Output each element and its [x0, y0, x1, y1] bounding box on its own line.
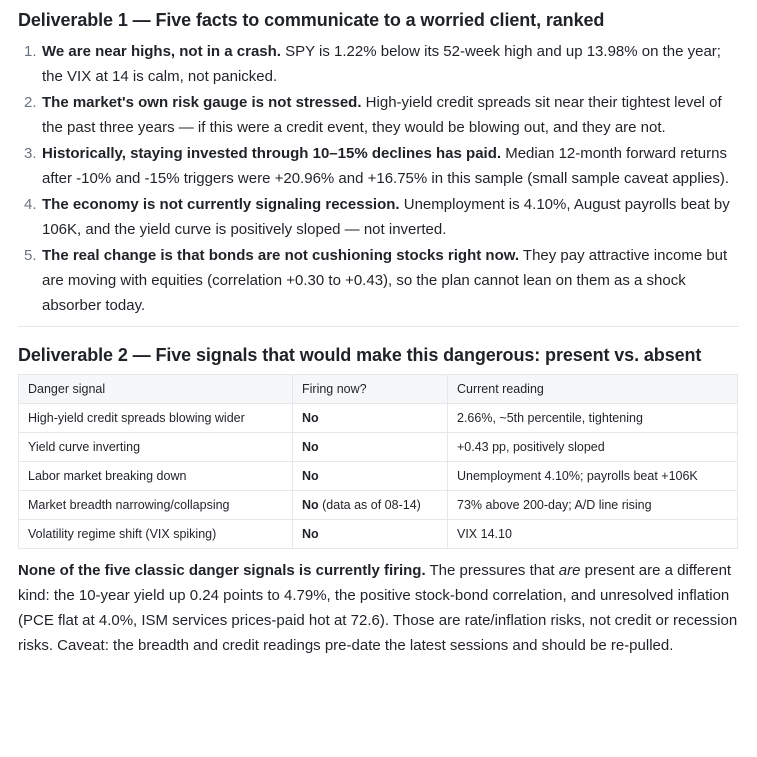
- summary-paragraph: [18, 558, 739, 658]
- firing-cell: [293, 462, 448, 491]
- list-item: [18, 243, 739, 318]
- column-header-firing: Firing now?: [293, 375, 448, 404]
- list-number: 5.: [24, 247, 37, 264]
- firing-cell: [293, 433, 448, 462]
- firing-status: No: [302, 469, 319, 483]
- fact-lead: We are near highs, not in a crash.: [42, 43, 281, 60]
- firing-cell: [293, 491, 448, 520]
- fact-lead: The economy is not currently signaling recession.: [42, 196, 400, 213]
- list-number: 1.: [24, 43, 37, 60]
- reading-cell: Unemployment 4.10%; payrolls beat +106K: [448, 462, 738, 491]
- table-row: [19, 462, 738, 491]
- fact-text: SPY is 1.22% below its 52-week high and up 13.98% on the year; the VIX at 14 is calm, not panicked.: [42, 43, 721, 85]
- table-header-row: [19, 375, 738, 404]
- list-item: [18, 192, 739, 242]
- fact-lead: Historically, staying invested through 10–15% declines has paid.: [42, 145, 502, 162]
- signal-cell: High-yield credit spreads blowing wider: [19, 404, 293, 433]
- firing-note: (data as of 08-14): [318, 498, 421, 512]
- firing-status: No: [302, 527, 319, 541]
- firing-cell: [293, 520, 448, 549]
- signal-cell: Market breadth narrowing/collapsing: [19, 491, 293, 520]
- firing-cell: [293, 404, 448, 433]
- column-header-signal: Danger signal: [19, 375, 293, 404]
- signal-cell: Volatility regime shift (VIX spiking): [19, 520, 293, 549]
- reading-cell: VIX 14.10: [448, 520, 738, 549]
- fact-lead: The market's own risk gauge is not stressed.: [42, 94, 362, 111]
- section-divider: [18, 326, 739, 327]
- fact-text: High-yield credit spreads sit near their tightest level of the past three years — if this were a credit event, they would be blowing out, and they are not.: [42, 94, 722, 136]
- deliverable-1-heading: Deliverable 1 — Five facts to communicate to a worried client, ranked: [18, 10, 605, 30]
- fact-text: Median 12-month forward returns after -10% and -15% triggers were +20.96% and +16.75% in this sample (small sample caveat applies).: [42, 145, 730, 187]
- list-item: [18, 141, 739, 191]
- signal-cell: Yield curve inverting: [19, 433, 293, 462]
- deliverable-2-heading: Deliverable 2 — Five signals that would make this dangerous: present vs. absent: [18, 345, 702, 365]
- list-number: 3.: [24, 145, 37, 162]
- list-item: [18, 39, 739, 89]
- list-number: 4.: [24, 196, 37, 213]
- summary-emphasis: are: [558, 562, 581, 579]
- table-row: [19, 404, 738, 433]
- firing-status: No: [302, 498, 319, 512]
- danger-signals-table: [18, 374, 738, 549]
- table-row: [19, 433, 738, 462]
- summary-text-2: present are a different kind: the 10-year yield up 0.24 points to 4.79%, the positive stock-bond correlation, and unresolved inflation (PCE flat at 4.0%, ISM services prices-paid hot at 72.6). Those are rate/inflation risks, not credit or recession risks. Caveat: the breadth and credit readings pre-date the latest sessions and should be re-pulled.: [18, 562, 738, 654]
- signal-cell: Labor market breaking down: [19, 462, 293, 491]
- reading-cell: 73% above 200-day; A/D line rising: [448, 491, 738, 520]
- table-row: [19, 491, 738, 520]
- table-row: [19, 520, 738, 549]
- fact-text: They pay attractive income but are moving with equities (correlation +0.30 to +0.43), so the plan cannot lean on them as a shock absorber today.: [42, 247, 728, 314]
- fact-text: Unemployment is 4.10%, August payrolls beat by 106K, and the yield curve is positively sloped — not inverted.: [42, 196, 730, 238]
- list-number: 2.: [24, 94, 37, 111]
- facts-list: [18, 39, 739, 318]
- summary-lead: None of the five classic danger signals is currently firing.: [18, 562, 426, 579]
- firing-status: No: [302, 440, 319, 454]
- reading-cell: +0.43 pp, positively sloped: [448, 433, 738, 462]
- summary-text-1: The pressures that: [425, 562, 559, 579]
- list-item: [18, 90, 739, 140]
- fact-lead: The real change is that bonds are not cushioning stocks right now.: [42, 247, 520, 264]
- firing-status: No: [302, 411, 319, 425]
- reading-cell: 2.66%, ~5th percentile, tightening: [448, 404, 738, 433]
- column-header-reading: Current reading: [448, 375, 738, 404]
